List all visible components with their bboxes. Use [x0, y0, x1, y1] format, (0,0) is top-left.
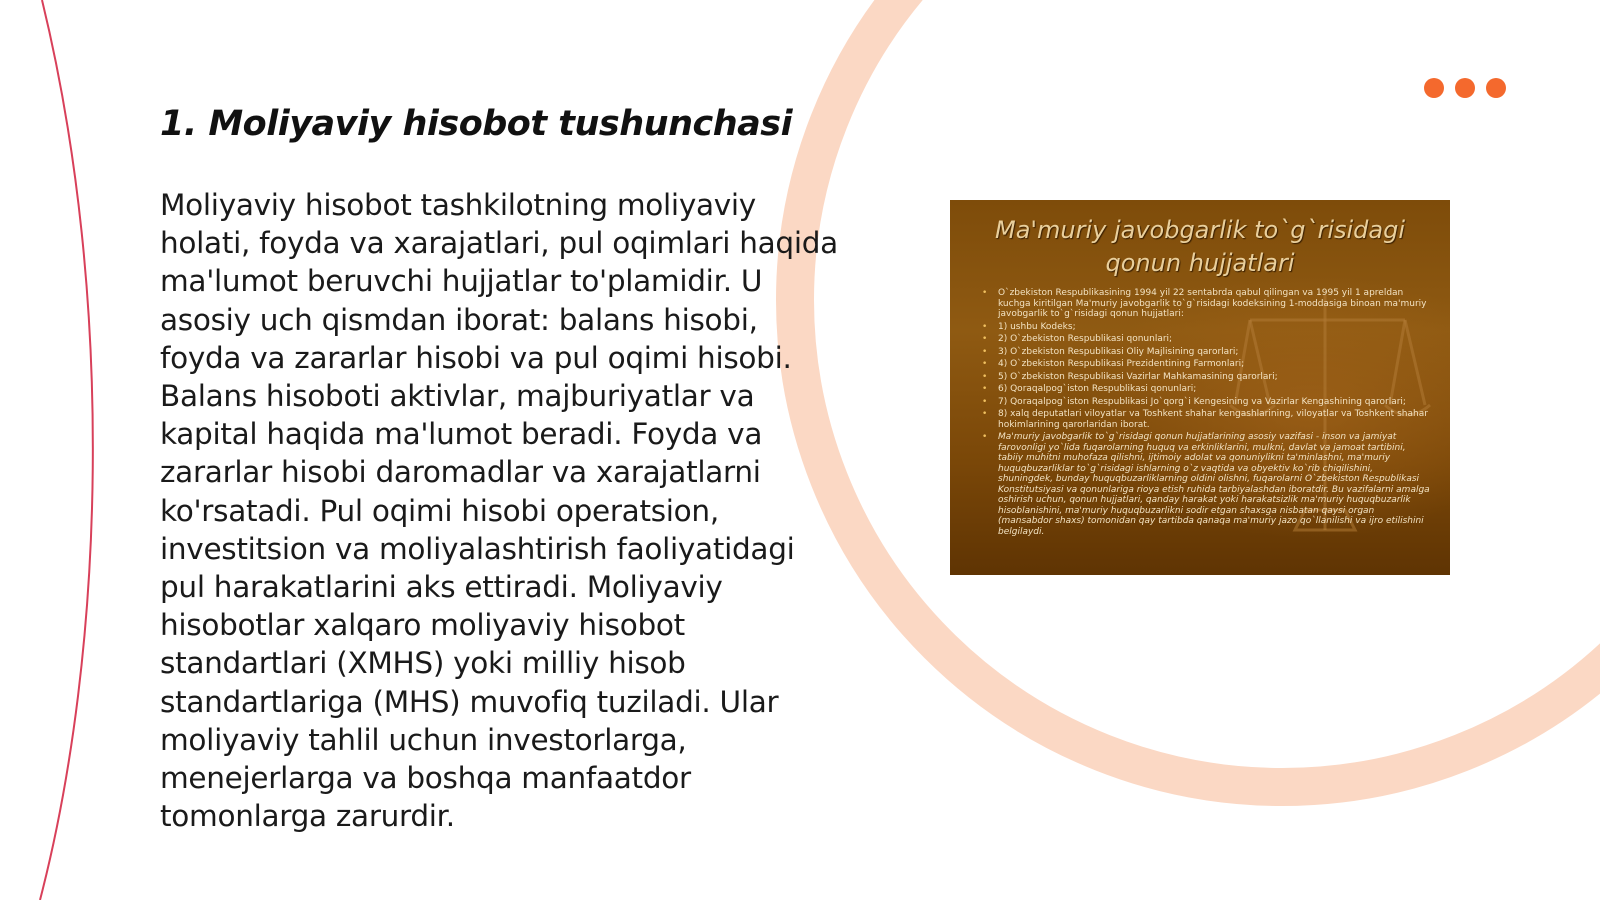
slide-body-text: Moliyaviy hisobot tashkilotning moliyaviy holati, foyda va xarajatlari, pul oqimlari haqida ma'lumot beruvchi hujjatlar to'plamidir. U asosiy uch qismdan iborat: balans hisobi, foyda va zararlar hisobi va pul oqimi hisobi. Balans hisoboti aktivlar, majburiyatlar va kapital haqida ma'lumot beradi. Foyda va zararlar hisobi daromadlar va xarajatlarni ko'rsatadi. Pul oqimi hisobi operatsion, investitsion va moliyalashtirish faoliyatidagi pul harakatlarini aks ettiradi. Moliyaviy hisobotlar xalqaro moliyaviy hisobot standartlari (XMHS) yoki milliy hisob standartlariga (MHS) muvofiq tuziladi. Ular moliyaviy tahlil uchun investorlarga, menejerlarga va boshqa manfaatdor tomonlarga zarurdir.	[160, 188, 838, 834]
image-list-item: • 3) O`zbekiston Respublikasi Oliy Majlisining qarorlari;	[980, 347, 1430, 358]
image-list-item: • 1) ushbu Kodeks;	[980, 322, 1430, 333]
image-list-item: • 4) O`zbekiston Respublikasi Prezidentining Farmonlari;	[980, 359, 1430, 370]
image-title: Ma'muriy javobgarlik to`g`risidagi qonun hujjatlari	[994, 216, 1405, 277]
dot-2	[1455, 78, 1475, 98]
left-curve-line	[40, 0, 93, 900]
image-list-item: • 2) O`zbekiston Respublikasi qonunlari;	[980, 334, 1430, 345]
image-list-item: • 5) O`zbekiston Respublikasi Vazirlar Mahkamasining qarorlari;	[980, 372, 1430, 383]
image-list-item: • O`zbekiston Respublikasining 1994 yil 22 sentabrda qabul qilingan va 1995 yil 1 apreldan kuchga kiritilgan Ma'muriy javobgarlik to`g`risidagi kodeksining 1-moddasiga binoan ma'muriy javobgarlik to`g`risidagi qonun hujjatlari:	[980, 288, 1430, 320]
image-list-item: • 7) Qoraqalpog`iston Respublikasi Jo`qorg`i Kengesining va Vazirlar Kengashining qarorlari;	[980, 397, 1430, 408]
slide-title: 1. Moliyaviy hisobot tushunchasi	[160, 104, 793, 144]
image-list-item: • 8) xalq deputatlari viloyatlar va Toshkent shahar kengashlarining, viloyatlar va Toshkent shahar hokimlarining qarorlaridan iborat.	[980, 409, 1430, 430]
image-list-item: • 6) Qoraqalpog`iston Respublikasi qonunlari;	[980, 384, 1430, 395]
dot-3	[1486, 78, 1506, 98]
image-text-list	[980, 288, 1430, 539]
image-list-item: • Ma'muriy javobgarlik to`g`risidagi qonun hujjatlarining asosiy vazifasi - inson va jamiyat farovonligi yo`lida fuqarolarning huquq va erkinliklarini, mulkni, davlat va jamoat tartibini, tabiiy muhitni muhofaza qilishni, ijtimoiy adolat va qonuniylikni ta'minlashni, ma'muriy huquqbuzarliklar to`g`risidagi ishlarning o`z vaqtida va obyektiv ko`rib chiqilishini, shuningdek, bunday huquqbuzarliklarning oldini olishni, fuqarolarni O`zbekiston Respublikasi Konstitutsiyasi va qonunlariga rioya etish ruhida tarbiyalashdan iboratdir. Bu vazifalarni amalga oshirish uchun, qonun hujjatlari, qanday harakat yoki harakatsizlik ma'muriy huquqbuzarlik hisoblanishini, ma'muriy huquqbuzarlikni sodir etgan shaxsga nisbatan qaysi organ (mansabdor shaxs) tomonidan qay tartibda qanaqa ma'muriy jazo qo`llanilishi va ijro etilishini belgilaydi.	[980, 432, 1430, 537]
more-dots-icon	[1424, 78, 1506, 98]
legal-documents-image	[950, 200, 1450, 575]
dot-1	[1424, 78, 1444, 98]
